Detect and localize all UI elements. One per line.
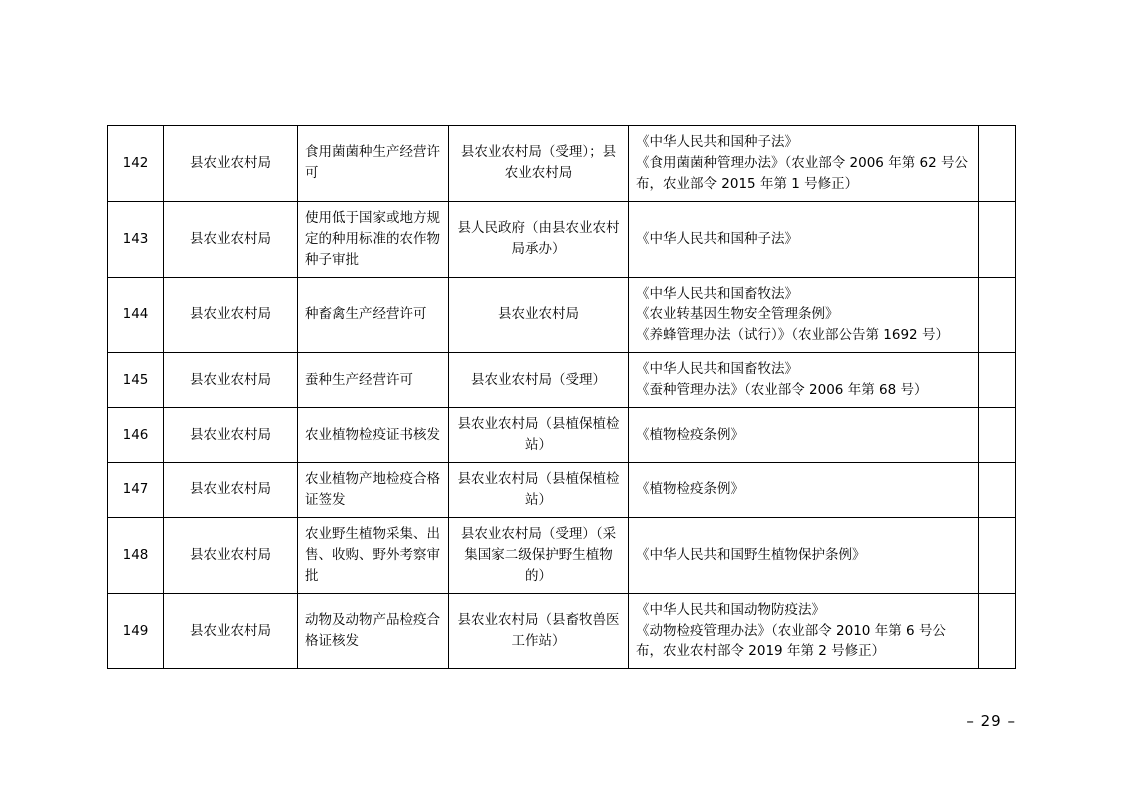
row-implementing-organization: 县农业农村局（县植保植检站） bbox=[449, 408, 629, 463]
row-index: 149 bbox=[108, 593, 164, 669]
row-department: 县农业农村局 bbox=[164, 201, 298, 277]
table-row bbox=[108, 593, 1016, 669]
table-row bbox=[108, 201, 1016, 277]
row-index: 145 bbox=[108, 353, 164, 408]
row-note bbox=[979, 593, 1016, 669]
row-index: 143 bbox=[108, 201, 164, 277]
legal-basis-line: 《农业转基因生物安全管理条例》 bbox=[636, 306, 839, 323]
row-department: 县农业农村局 bbox=[164, 353, 298, 408]
table-row bbox=[108, 517, 1016, 593]
legal-basis-line: 《植物检疫条例》 bbox=[636, 426, 744, 443]
row-item-name: 蚕种生产经营许可 bbox=[298, 353, 449, 408]
row-implementing-organization: 县农业农村局（受理） bbox=[449, 353, 629, 408]
row-implementing-organization: 县人民政府（由县农业农村局承办） bbox=[449, 201, 629, 277]
row-item-name: 农业植物检疫证书核发 bbox=[298, 408, 449, 463]
row-note bbox=[979, 277, 1016, 353]
row-index: 146 bbox=[108, 408, 164, 463]
row-index: 144 bbox=[108, 277, 164, 353]
row-legal-basis bbox=[629, 593, 979, 669]
legal-basis-line: 《中华人民共和国种子法》 bbox=[636, 230, 798, 247]
row-legal-basis bbox=[629, 517, 979, 593]
row-department: 县农业农村局 bbox=[164, 462, 298, 517]
row-legal-basis bbox=[629, 277, 979, 353]
row-implementing-organization: 县农业农村局（县畜牧兽医工作站） bbox=[449, 593, 629, 669]
row-item-name: 农业植物产地检疫合格证签发 bbox=[298, 462, 449, 517]
table-row bbox=[108, 462, 1016, 517]
row-department: 县农业农村局 bbox=[164, 517, 298, 593]
row-legal-basis bbox=[629, 462, 979, 517]
table-body bbox=[108, 126, 1016, 669]
row-legal-basis bbox=[629, 408, 979, 463]
row-item-name: 使用低于国家或地方规定的种用标准的农作物种子审批 bbox=[298, 201, 449, 277]
row-item-name: 种畜禽生产经营许可 bbox=[298, 277, 449, 353]
legal-basis-line: 《中华人民共和国动物防疫法》 bbox=[636, 601, 825, 618]
row-index: 147 bbox=[108, 462, 164, 517]
row-note bbox=[979, 201, 1016, 277]
row-note bbox=[979, 517, 1016, 593]
legal-basis-line: 《中华人民共和国种子法》 bbox=[636, 134, 798, 150]
legal-basis-line: 《蚕种管理办法》（农业部令 2006 年第 68 号） bbox=[636, 382, 928, 399]
row-note bbox=[979, 462, 1016, 517]
table-row bbox=[108, 408, 1016, 463]
row-note bbox=[979, 126, 1016, 202]
table-row bbox=[108, 277, 1016, 353]
row-item-name: 农业野生植物采集、出售、收购、野外考察审批 bbox=[298, 517, 449, 593]
table-row bbox=[108, 353, 1016, 408]
row-implementing-organization: 县农业农村局（受理）；县农业农村局 bbox=[449, 126, 629, 202]
legal-basis-line: 《动物检疫管理办法》（农业部令 2010 年第 6 号公布，农业农村部令 2019 年第 2 号修正） bbox=[636, 622, 946, 660]
row-department: 县农业农村局 bbox=[164, 126, 298, 202]
row-item-name: 食用菌菌种生产经营许可 bbox=[298, 126, 449, 202]
page-number: – 29 – bbox=[966, 712, 1016, 730]
row-legal-basis bbox=[629, 126, 979, 202]
table-row bbox=[108, 126, 1016, 202]
row-index: 148 bbox=[108, 517, 164, 593]
row-department: 县农业农村局 bbox=[164, 593, 298, 669]
row-legal-basis bbox=[629, 201, 979, 277]
row-note bbox=[979, 408, 1016, 463]
row-department: 县农业农村局 bbox=[164, 408, 298, 463]
legal-basis-line: 《中华人民共和国畜牧法》 bbox=[636, 285, 798, 302]
legal-basis-line: 《中华人民共和国畜牧法》 bbox=[636, 361, 798, 378]
legal-basis-line: 《植物检疫条例》 bbox=[636, 481, 744, 498]
row-implementing-organization: 县农业农村局（受理）（采集国家二级保护野生植物的） bbox=[449, 517, 629, 593]
row-department: 县农业农村局 bbox=[164, 277, 298, 353]
row-item-name: 动物及动物产品检疫合格证核发 bbox=[298, 593, 449, 669]
row-implementing-organization: 县农业农村局 bbox=[449, 277, 629, 353]
row-implementing-organization: 县农业农村局（县植保植检站） bbox=[449, 462, 629, 517]
administrative-items-table bbox=[107, 125, 1016, 669]
row-note bbox=[979, 353, 1016, 408]
legal-basis-line: 《中华人民共和国野生植物保护条例》 bbox=[636, 546, 866, 563]
legal-basis-line: 《食用菌菌种管理办法》（农业部令 2006 年第 62 号公布，农业部令 2015 年第 1 号修正） bbox=[636, 154, 968, 192]
row-legal-basis bbox=[629, 353, 979, 408]
row-index: 142 bbox=[108, 126, 164, 202]
legal-basis-line: 《养蜂管理办法（试行）》（农业部公告第 1692 号） bbox=[636, 327, 949, 344]
